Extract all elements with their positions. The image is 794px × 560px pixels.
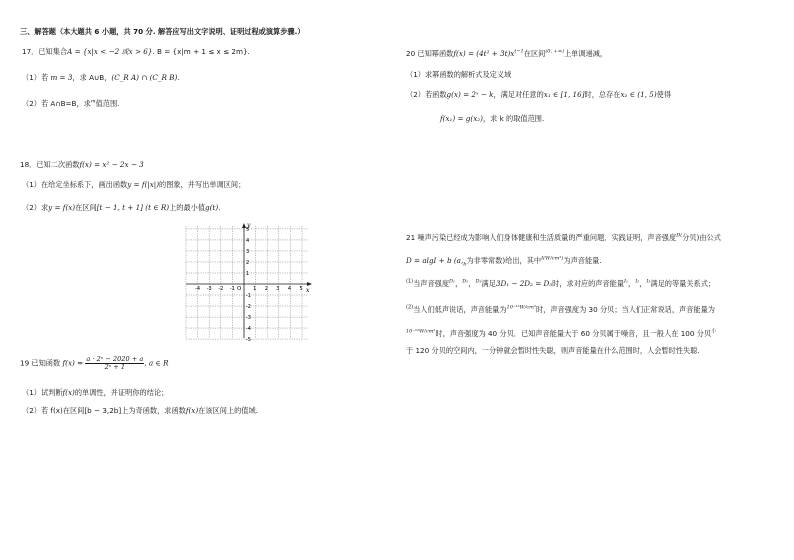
q20-part1: （1）求幂函数的解析式及定义域 — [406, 70, 512, 79]
y-tick-label: 3 — [246, 248, 250, 255]
y-tick-label: -1 — [246, 293, 251, 300]
q21-part2 — [406, 305, 715, 314]
y-tick-label: 4 — [246, 237, 250, 244]
q17-prefix: 17．已知集合 — [22, 47, 68, 56]
q21-part1: $^{(1)}$当声音强度$^{D_1}$，$^{D_2}$，$^{D_3}$满足3D₁ − 2D₂ = D₃时，求对应的声音能量$^{I_1}$，$^{I_2}$，$^{I_3}$满足的等量关系式； — [406, 278, 716, 288]
q21-part1-a: (1) — [406, 278, 414, 285]
q19-stem-a: 19 已知函数 — [20, 358, 61, 368]
q21-part2-b: 当人们低声说话，声音能量为 — [413, 305, 507, 314]
section-heading: 三、解答题（本大题共 6 小题，共 70 分. 解答应写出文字说明、证明过程或演算步骤.） — [20, 27, 305, 36]
x-tick-label: -4 — [195, 286, 201, 292]
x-tick-label: -1 — [229, 286, 235, 292]
q21-line1-d: D( — [676, 232, 683, 239]
q21-part2-d: 时，声音强度为 40 分贝．已知声音能量大于 60 分贝属于噪音，且一般人在 100 分贝 — [435, 329, 712, 338]
q17-part1 — [22, 73, 180, 82]
q21-part2-a: (2) — [406, 304, 414, 311]
q18-part1-a: （1）在给定坐标系下，画出函数 — [22, 180, 128, 189]
q21-part1-i2: I₂ — [635, 278, 640, 285]
x-tick-label: 4 — [287, 286, 292, 292]
q20-part2-c: 时，总存在 — [584, 90, 621, 99]
q17-part2-var: m — [90, 98, 96, 105]
y-tick-labels — [246, 227, 251, 343]
q18-part2-interval: [t − 1, t + 1] (t ∈ R) — [96, 203, 170, 212]
q21-part1-d3: D₃ — [475, 278, 482, 285]
q18-stem-f: f(x) = x² − 2x − 3 — [79, 160, 144, 169]
q17-part2 — [22, 99, 119, 108]
q19-numerator: a · 2ˣ − 2020 + a — [86, 355, 144, 363]
q19-part1-b: 的单调性，并证明你的结论； — [74, 388, 169, 397]
q21-part1-d: 时，求对应的声音能量 — [552, 279, 625, 288]
x-axis-arrow — [307, 282, 312, 286]
q19-part2-b: 在该区间上的值域. — [198, 406, 258, 415]
q17-set-b: . B = {x|m + 1 ≤ x ≤ 2m}. — [152, 47, 250, 56]
q21-part2-line3: 于 120 分贝的空间内，一分钟就会暂时性失聪，则声音能量在什么范围时，人会暂时性失聪. — [406, 346, 700, 355]
q20-stem-f: f(x) = (4t² + 3t)x — [453, 49, 515, 58]
x-tick-label: 5 — [299, 286, 303, 292]
q19-part2-f: f(x) — [185, 406, 199, 415]
q20-part2-eq: f(x₁) = g(x₂) — [440, 114, 483, 123]
q21-line2-i: I(W/cm²) — [541, 255, 564, 262]
q21-part2-line2 — [406, 329, 716, 338]
q21-line1-a: 21 噪声污染已经成为影响人们身体健康和生活质量的严重问题．实践证明，声音强度 — [406, 233, 677, 242]
q20-stem-b: 在区间 — [523, 49, 546, 58]
q19-part1 — [22, 388, 168, 397]
q19-f-lhs: f(x) = — [62, 358, 84, 368]
q21-line2 — [406, 255, 602, 268]
q21-part1-b: 当声音强度 — [413, 279, 450, 288]
q17-part1-cond: m = 3 — [50, 73, 73, 82]
q21-part1-e: 满足的等量关系式； — [650, 279, 716, 288]
q20-part2-x2: x₂ ∈ (1, 5) — [620, 90, 657, 99]
q17-part1-label: （1）若 — [22, 73, 49, 82]
y-axis-label: y — [247, 222, 251, 229]
q19-part1-f: f(x) — [62, 388, 75, 397]
q21-part1-i1: I₁ — [624, 278, 629, 285]
x-tick-label: 3 — [276, 286, 280, 292]
q18-stem — [20, 160, 144, 169]
y-tick-label: -4 — [246, 326, 251, 333]
q20-stem — [406, 49, 607, 58]
q17-part1-end: . — [177, 73, 180, 82]
q17-stem — [22, 47, 250, 56]
q21-line1-b: 分贝)由公式 — [682, 233, 721, 242]
q20-part2-g: g(x) = 2ˣ − k — [446, 90, 494, 99]
q17-set-a: A = {x|x < −2 或x > 6} — [67, 47, 153, 56]
q20-stem-a: 20 已知幂函数 — [406, 49, 454, 58]
q20-stem-c: 上单调递减， — [563, 49, 608, 58]
q20-part2-b: ，满足对任意的 — [493, 90, 544, 99]
q21-line2-b: b — [463, 261, 467, 268]
q20-part2-d: 使得 — [656, 90, 672, 99]
q20-part2-e: ，求 k 的取值范围. — [482, 114, 545, 123]
q17-part2-b: 值范围. — [95, 99, 120, 108]
q21-part2-c: 时，声音强度为 30 分贝；当人们正常说话，声音能量为 — [535, 305, 715, 314]
q21-line2-c: 为非零常数)给出，其中 — [466, 256, 542, 265]
y-tick-label: -5 — [246, 337, 251, 344]
y-tick-label: 1 — [246, 270, 250, 277]
q18-part2 — [22, 203, 220, 212]
q21-part2-e2: 10⁻¹²W/cm² — [406, 328, 436, 335]
q21-part1-c: 满足 — [481, 279, 496, 288]
q17-part1-expr: (C_R A) ∩ (C_R B) — [111, 73, 178, 82]
q21-part1-d1: D₁ — [449, 278, 456, 285]
q20-stem-interval: (0, +∞) — [545, 48, 564, 55]
q21-part1-d2: D₂ — [462, 278, 469, 285]
q18-part2-g: g(t) — [205, 203, 219, 212]
q20-part2-x1: x₁ ∈ [1, 16] — [543, 90, 585, 99]
x-tick-label: 1 — [253, 286, 257, 292]
x-tick-labels — [195, 286, 303, 292]
q21-part2-small: 小 — [711, 328, 717, 335]
x-tick-label: 2 — [264, 286, 268, 292]
x-tick-label: -2 — [218, 286, 224, 292]
q18-part1-b: 的图象，并写出单调区间； — [159, 180, 246, 189]
q21-line2-a: D = algI + b (a, — [406, 256, 464, 265]
q18-part2-a: （2）求 — [22, 203, 49, 212]
q18-part2-c: 上的最小值 — [169, 203, 206, 212]
q21-part2-e1: 10⁻¹³W/cm² — [506, 304, 536, 311]
origin-label: O — [237, 286, 242, 292]
q19-part2-a: （2）若 f(x)在区间[b − 3,2b]上为奇函数，求函数 — [22, 406, 186, 415]
x-axis-label: x — [306, 287, 310, 294]
x-tick-label: -3 — [206, 286, 212, 292]
q18-part2-d: . — [218, 203, 221, 212]
q21-part1-i3: I₃ — [646, 278, 651, 285]
y-tick-label: 5 — [246, 226, 250, 233]
q19-fraction — [85, 356, 144, 371]
q18-part2-f: y = f(x) — [48, 203, 76, 212]
q18-part1-f: y = f(|x|) — [127, 180, 160, 189]
q19-part1-a: （1）试判断 — [22, 388, 63, 397]
q19-part2 — [22, 406, 258, 415]
q21-part1-eq: 3D₁ − 2D₂ = D₃ — [495, 279, 553, 288]
y-tick-label: -2 — [246, 304, 251, 311]
y-tick-label: -3 — [246, 315, 251, 322]
q18-part2-b: 在区间 — [75, 203, 97, 212]
q20-part2-cont — [440, 114, 544, 123]
q19-domain: , a ∈ R — [144, 358, 169, 368]
q19-stem — [20, 356, 168, 371]
q17-part1-text: ，求 A∪B， — [72, 73, 112, 82]
q17-part2-a: （2）若 A∩B=B，求 — [22, 99, 91, 108]
q20-part2-a: （2）若函数 — [406, 90, 447, 99]
q18-part1 — [22, 180, 245, 189]
q21-line2-d: 为声音能量. — [563, 256, 602, 265]
q18-stem-a: 18．已知二次函数 — [20, 160, 80, 169]
q20-part2 — [406, 90, 671, 99]
q19-denominator: 2ˣ + 1 — [104, 363, 126, 371]
q20-stem-exp: t−1 — [514, 48, 524, 55]
q21-line1 — [406, 233, 721, 242]
coordinate-grid — [186, 222, 316, 344]
y-tick-label: 2 — [246, 259, 250, 266]
